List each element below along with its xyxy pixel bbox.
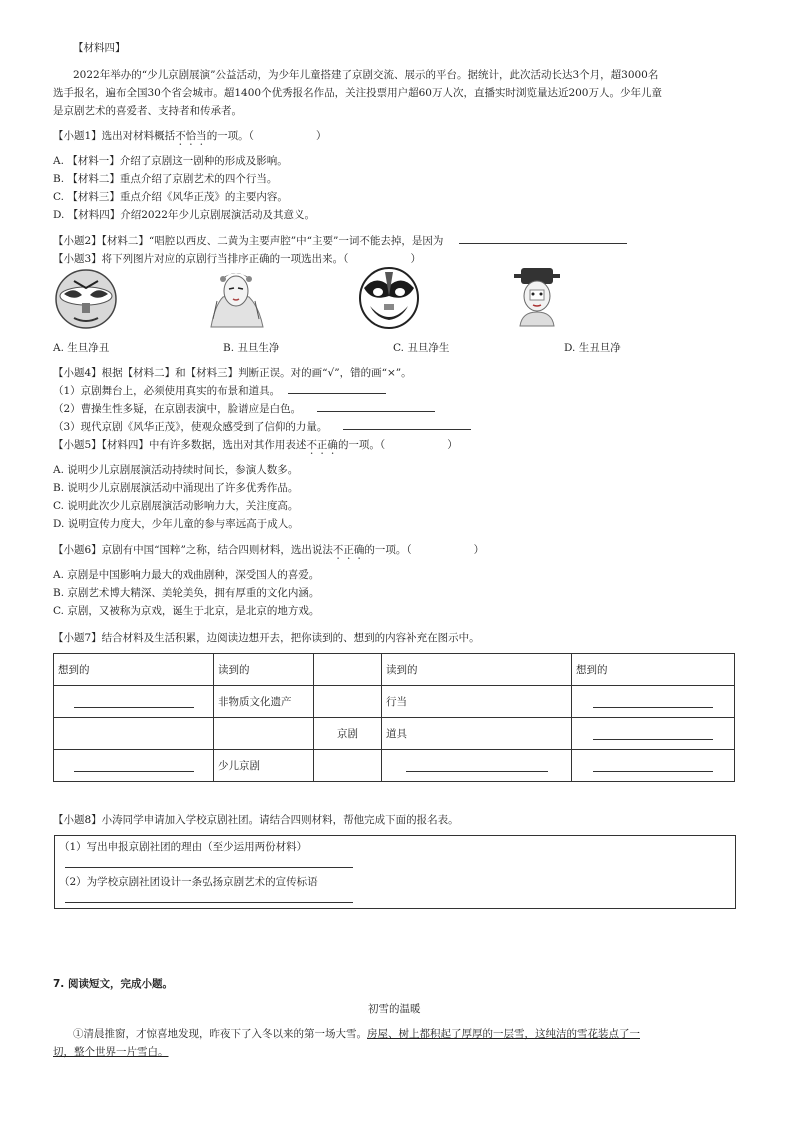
read-daoju: 道具 [382, 718, 572, 750]
question-1-emphasis: 不恰当 [175, 130, 207, 142]
article-p1-underlined: 房屋、树上都积起了厚厚的一层雪，这纯洁的雪花装点了一 [367, 1028, 640, 1040]
q4-item-3-answer-line[interactable] [343, 419, 471, 430]
q4-item-1-answer-line[interactable] [288, 383, 386, 394]
q4-item-3 [53, 419, 471, 434]
question-1 [53, 128, 326, 148]
header-think-left: 想到的 [54, 654, 214, 686]
think-blank-1[interactable] [54, 686, 214, 718]
form-item-1-answer-line[interactable] [65, 857, 353, 868]
section-7-heading: 7. 阅读短文，完成小题。 [53, 978, 173, 990]
q5-option-c[interactable]: C. 说明此次少儿京剧展演活动影响力大，关注度高。 [53, 500, 299, 512]
q4-item-1 [53, 383, 386, 398]
q5-option-b[interactable]: B. 说明少儿京剧展演活动中涌现出了许多优秀作品。 [53, 482, 299, 494]
material-4-line3: 是京剧艺术的喜爱者、支持者和传承者。 [53, 105, 242, 117]
material-4-title: 【材料四】 [73, 42, 126, 54]
read-intangible-heritage: 非物质文化遗产 [214, 686, 314, 718]
question-2 [53, 233, 627, 248]
question-5-prefix: 【小题5】【材料四】中有许多数据，选出对其作用表述 [53, 439, 307, 451]
q1-option-a[interactable]: A. 【材料一】介绍了京剧这一剧种的形成及影响。 [53, 155, 288, 167]
q6-option-a[interactable]: A. 京剧是中国影响力最大的戏曲剧种，深受国人的喜爱。 [53, 569, 320, 581]
q1-option-b[interactable]: B. 【材料二】重点介绍了京剧艺术的四个行当。 [53, 173, 278, 185]
question-5-close: ） [447, 439, 458, 451]
q3-option-c[interactable]: C. 丑旦净生 [393, 342, 450, 354]
read-hangdang: 行当 [382, 686, 572, 718]
question-7: 【小题7】结合材料及生活积累，边阅读边想开去，把你读到的、想到的内容补充在图示中。 [53, 632, 480, 644]
question-4: 【小题4】根据【材料二】和【材料三】判断正误。对的画“√”，错的画“×”。 [53, 367, 412, 379]
header-read-right: 读到的 [382, 654, 572, 686]
mind-map-table [53, 653, 735, 782]
empty-cell [314, 654, 382, 686]
article-p1-plain: ①清晨推窗，才惊喜地发现，昨夜下了入冬以来的第一场大雪。 [73, 1028, 367, 1040]
question-3-text: 【小题3】将下列图片对应的京剧行当排序正确的一项选出来。（ [53, 253, 349, 265]
read-blank[interactable] [382, 750, 572, 782]
opera-chou-image-4 [508, 266, 566, 328]
form-item-1: （1）写出申报京剧社团的理由（至少运用两份材料） [59, 841, 308, 853]
material-4-line1: 2022年举办的“少儿京剧展演”公益活动，为少年儿童搭建了京剧交流、展示的平台。据统计，此次活动长达3个月，超3000名 [73, 69, 659, 81]
question-8: 【小题8】小涛同学申请加入学校京剧社团。请结合四则材料，帮他完成下面的报名表。 [53, 814, 459, 826]
opera-dan-image-2 [203, 267, 269, 329]
article-paragraph-1-cont: 切，整个世界一片雪白。 [53, 1046, 169, 1058]
q3-option-d[interactable]: D. 生丑旦净 [564, 342, 621, 354]
think-blank-shaoer[interactable] [54, 750, 214, 782]
q4-item-2 [53, 401, 435, 416]
empty-cell [314, 750, 382, 782]
q6-option-b[interactable]: B. 京剧艺术博大精深、美轮美奂，拥有厚重的文化内涵。 [53, 587, 320, 599]
question-1-prefix: 【小题1】选出对材料概括 [53, 130, 176, 142]
question-6-emphasis: 不正确 [332, 544, 365, 556]
empty-cell [314, 686, 382, 718]
material-4-line2: 选手报名，遍布全国30个省会城市。超1400个优秀报名作品，关注投票用户超60万人次，直播实时浏览量达近200万人。少年儿童 [53, 87, 662, 99]
question-6-close: ） [473, 544, 485, 556]
read-shaoer-jingju: 少儿京剧 [214, 750, 314, 782]
think-blank-daoju[interactable] [572, 718, 735, 750]
question-1-close: ） [315, 130, 327, 142]
form-item-2-answer-line[interactable] [65, 892, 353, 903]
question-3-close: ） [410, 253, 421, 265]
q4-item-2-text: （2）曹操生性多疑，在京剧表演中，脸谱应是白色。 [53, 403, 302, 415]
question-6 [53, 542, 484, 562]
q1-option-d[interactable]: D. 【材料四】介绍2022年少儿京剧展演活动及其意义。 [53, 209, 315, 221]
empty-cell [214, 718, 314, 750]
empty-cell [54, 718, 214, 750]
q5-option-a[interactable]: A. 说明少儿京剧展演活动持续时间长，参演人数多。 [53, 464, 299, 476]
question-2-text: 【小题2】【材料二】“唱腔以西皮、二黄为主要声腔”中“主要”一词不能去掉，是因为 [53, 235, 444, 247]
article-title: 初雪的温暖 [368, 1003, 421, 1015]
think-blank-4[interactable] [572, 750, 735, 782]
q5-option-d[interactable]: D. 说明宣传力度大，少年儿童的参与率远高于成人。 [53, 518, 299, 530]
header-read-left: 读到的 [214, 654, 314, 686]
q4-item-3-text: （3）现代京剧《风华正茂》，使观众感受到了信仰的力量。 [53, 421, 328, 433]
form-item-2: （2）为学校京剧社团设计一条弘扬京剧艺术的宣传标语 [59, 876, 318, 888]
question-3 [53, 251, 421, 266]
q4-item-2-answer-line[interactable] [317, 401, 435, 412]
question-2-answer-line[interactable] [459, 233, 627, 244]
q3-option-a[interactable]: A. 生旦净丑 [53, 342, 110, 354]
center-jingju: 京剧 [314, 718, 382, 750]
q3-option-b[interactable]: B. 丑旦生净 [223, 342, 280, 354]
question-5 [53, 437, 458, 457]
question-5-suffix: 的一项。（ [337, 439, 386, 451]
opera-mask-image-1 [52, 268, 120, 330]
q4-item-1-text: （1）京剧舞台上，必须使用真实的布景和道具。 [53, 385, 281, 397]
article-paragraph-1 [73, 1026, 640, 1041]
q6-option-c[interactable]: C. 京剧，又被称为京戏，诞生于北京，是北京的地方戏。 [53, 605, 320, 617]
opera-jing-mask-image-3 [356, 266, 422, 330]
registration-form [54, 835, 736, 909]
think-blank-hangdang[interactable] [572, 686, 735, 718]
question-1-suffix: 的一项。（ [206, 130, 254, 142]
question-6-prefix: 【小题6】京剧有中国“国粹”之称，结合四则材料，选出说法 [53, 544, 333, 556]
header-think-right: 想到的 [572, 654, 735, 686]
question-6-suffix: 的一项。（ [364, 544, 412, 556]
question-5-emphasis: 不正确 [306, 439, 338, 451]
q1-option-c[interactable]: C. 【材料三】重点介绍《风华正茂》的主要内容。 [53, 191, 288, 203]
